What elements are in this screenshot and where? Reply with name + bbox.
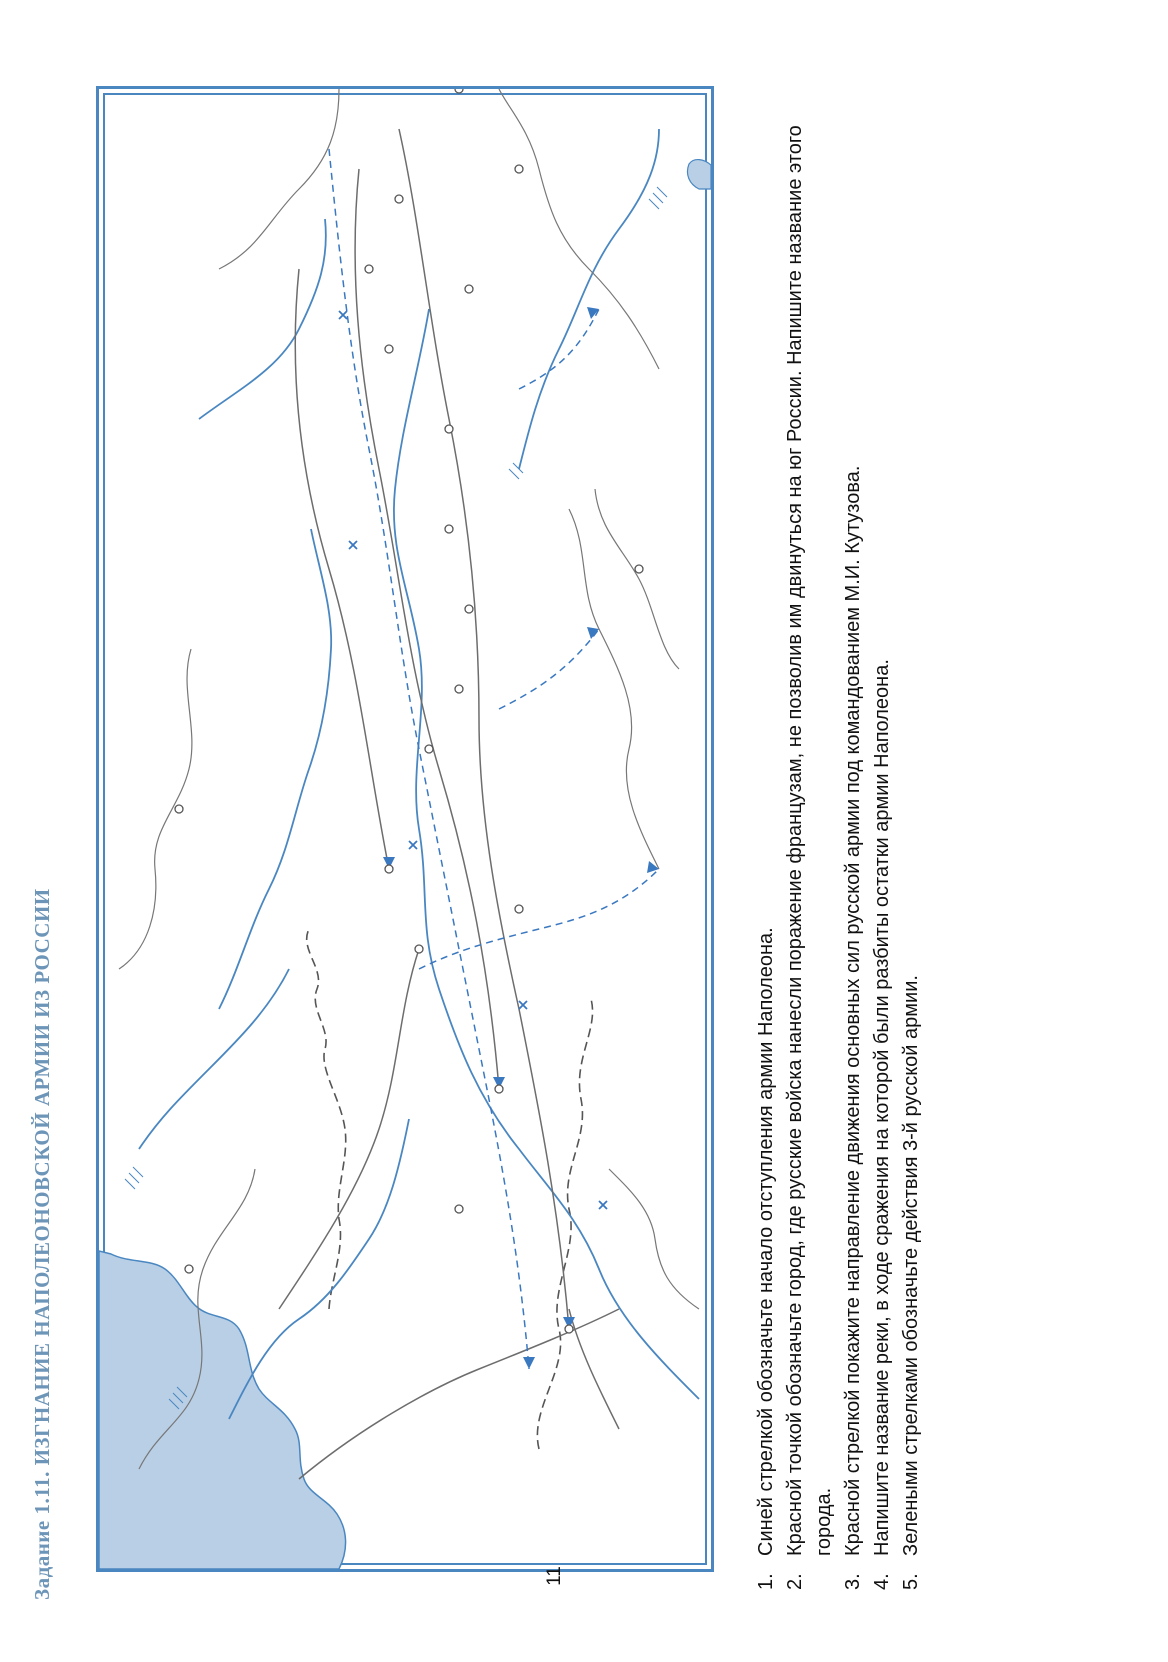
task-text: Напишите название реки, в ходе сражения на которой были разбиты остатки армии Наполеона. — [871, 659, 893, 1556]
sea-area — [99, 1251, 346, 1569]
task-text: Красной стрелкой покажите направление движения основных сил русской армии под командованием М.И. Кутузова. — [842, 465, 864, 1556]
task-number: 3. — [842, 1573, 864, 1590]
task-number: 4. — [871, 1573, 893, 1590]
task-item — [868, 110, 897, 1590]
task-number: 2. — [784, 1573, 806, 1590]
task-text: Зелеными стрелками обозначьте действия 3-й русской армии. — [900, 975, 922, 1556]
task-text: Синей стрелкой обозначьте начало отступления армии Наполеона. — [755, 927, 777, 1556]
task-number: 1. — [755, 1573, 777, 1590]
page-number: 11 — [543, 1566, 565, 1586]
task-item — [839, 110, 868, 1590]
contour-map — [96, 86, 714, 1572]
map-drawing — [99, 89, 711, 1569]
task-number: 5. — [900, 1573, 922, 1590]
task-item — [752, 110, 781, 1590]
page-title: Задание 1.11. ИЗГНАНИЕ НАПОЛЕОНОВСКОЙ АРМИИ ИЗ РОССИИ — [30, 888, 54, 1600]
border-line — [307, 929, 346, 1309]
task-item — [897, 110, 926, 1590]
task-text: Красной точкой обозначьте город, где русские войска нанесли поражение французам, не позволив им двинуться на юг России. Напишите название этого города. — [784, 125, 835, 1556]
task-item — [781, 110, 839, 1590]
task-list — [752, 110, 926, 1590]
